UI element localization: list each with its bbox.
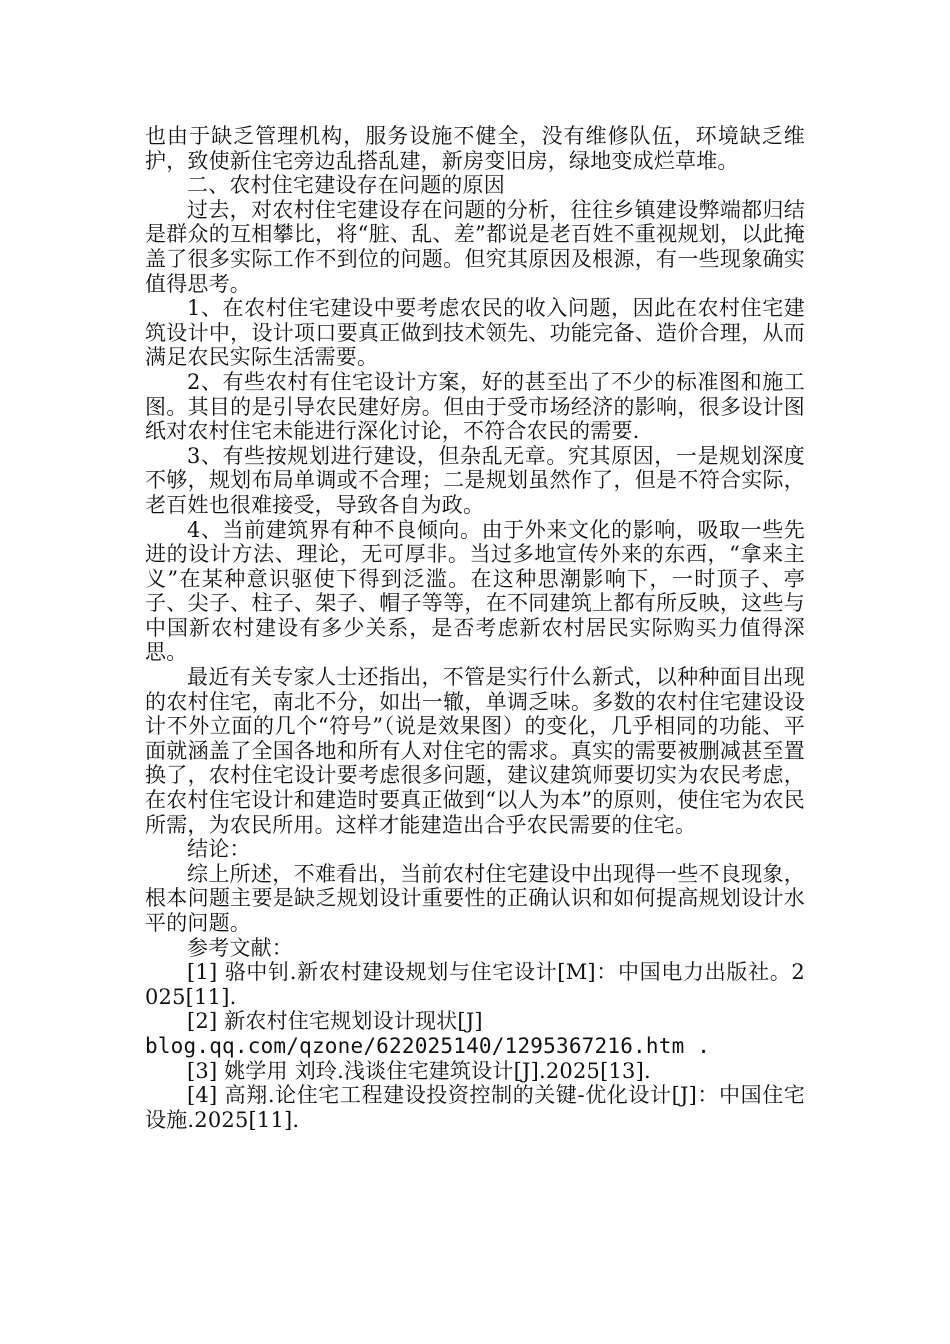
section-heading: 二、农村住宅建设存在问题的原因	[187, 173, 505, 198]
reference-3: [3] 姚学用 刘玲.浅谈住宅建筑设计[J].2025[13].	[187, 1058, 651, 1083]
paragraph-point-4: 4、当前建筑界有种不良倾向。由于外来文化的影响，吸取一些先进的设计方法、理论，无可厚非。当过多地宣传外来的东西，“拿来主义”在某种意识驱使下得到泛滥。在这种思潮影响下，一时顶子、亭子、尖子、柱子、架子、帽子等等，在不同建筑上都有所反映，这些与中国新农村建设有多少关系，是否考虑新农村居民实际购买力值得深思。	[145, 517, 805, 665]
document-page	[145, 124, 805, 1132]
references-heading: 参考文献：	[187, 935, 293, 960]
paragraph-point-2: 2、有些农村有住宅设计方案，好的甚至出了不少的标准图和施工图。其目的是引导农民建好房。但由于受市场经济的影响，很多设计图纸对农村住宅未能进行深化讨论，不符合农民的需要.	[145, 369, 805, 444]
paragraph-continuation: 也由于缺乏管理机构，服务设施不健全，没有维修队伍，环境缺乏维护，致使新住宅旁边乱搭乱建，新房变旧房，绿地变成烂草堆。	[145, 124, 805, 173]
paragraph-point-3: 3、有些按规划进行建设，但杂乱无章。究其原因，一是规划深度不够，规划布局单调或不合理；二是规划虽然作了，但是不符合实际，老百姓也很难接受，导致各自为政。	[145, 443, 805, 517]
reference-1: [1] 骆中钊.新农村建设规划与住宅设计[M]：中国电力出版社。2025[11].	[145, 960, 805, 1009]
reference-2: [2] 新农村住宅规划设计现状[J]	[187, 1009, 483, 1034]
paragraph-analysis: 过去，对农村住宅建设存在问题的分析，往往乡镇建设弊端都归结是群众的互相攀比，将“脏、乱、差”都说是老百姓不重视规划，以此掩盖了很多实际工作不到位的问题。但究其原因及根源，有一些现象确实值得思考。	[145, 197, 805, 296]
paragraph-point-1: 1、在农村住宅建设中要考虑农民的收入问题，因此在农村住宅建筑设计中，设计项口要真正做到技术领先、功能完备、造价合理，从而满足农民实际生活需要。	[145, 296, 805, 370]
reference-2-url: blog.qq.com/qzone/622025140/1295367216.htm .	[145, 1033, 711, 1058]
conclusion-heading: 结论：	[187, 837, 251, 862]
reference-4: [4] 高翔.论住宅工程建设投资控制的关键-优化设计[J]：中国住宅设施.2025[11].	[145, 1083, 805, 1132]
paragraph-conclusion: 综上所述，不难看出，当前农村住宅建设中出现得一些不良现象，根本问题主要是缺乏规划设计重要性的正确认识和如何提高规划设计水平的问题。	[145, 861, 805, 935]
paragraph-experts: 最近有关专家人士还指出，不管是实行什么新式，以种种面目出现的农村住宅，南北不分，如出一辙，单调乏味。多数的农村住宅建设设计不外立面的几个“符号”（说是效果图）的变化，几乎相同的功能、平面就涵盖了全国各地和所有人对住宅的需求。真实的需要被删减甚至置换了，农村住宅设计要考虑很多问题，建议建筑师要切实为农民考虑，在农村住宅设计和建造时要真正做到“以人为本”的原则，使住宅为农民所需，为农民所用。这样才能建造出合乎农民需要的住宅。	[145, 665, 805, 837]
